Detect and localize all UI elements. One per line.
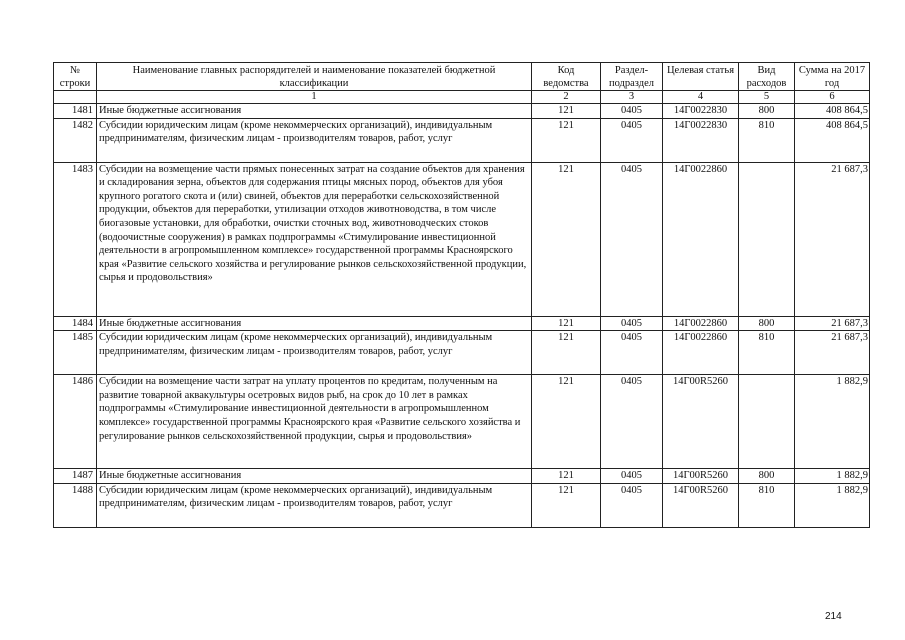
row-name: Иные бюджетные ассигнования (97, 316, 532, 331)
row-department-code: 121 (532, 162, 601, 316)
row-name: Субсидии юридическим лицам (кроме некоммерческих организаций), индивидуальным предпринимателям, физическим лицам - производителям товаров, работ, услуг (97, 118, 532, 162)
row-section: 0405 (601, 331, 663, 375)
row-name: Иные бюджетные ассигнования (97, 104, 532, 119)
table-row (54, 483, 870, 527)
row-expense-type: 810 (739, 331, 795, 375)
row-number: 1486 (54, 375, 97, 469)
column-number-row (54, 91, 870, 104)
row-name: Субсидии юридическим лицам (кроме некоммерческих организаций), индивидуальным предпринимателям, физическим лицам - производителям товаров, работ, услуг (97, 331, 532, 375)
page-number: 214 (825, 611, 842, 622)
row-target-article: 14Г00R5260 (663, 483, 739, 527)
row-number: 1483 (54, 162, 97, 316)
row-number: 1482 (54, 118, 97, 162)
row-target-article: 14Г0022860 (663, 316, 739, 331)
table-row (54, 375, 870, 469)
row-name: Иные бюджетные ассигнования (97, 469, 532, 484)
row-target-article: 14Г0022830 (663, 118, 739, 162)
row-amount: 1 882,9 (795, 483, 870, 527)
table-row (54, 469, 870, 484)
column-number: 6 (795, 91, 870, 104)
column-number: 5 (739, 91, 795, 104)
row-section: 0405 (601, 104, 663, 119)
table-row (54, 104, 870, 119)
row-expense-type (739, 375, 795, 469)
row-number: 1484 (54, 316, 97, 331)
row-amount: 21 687,3 (795, 316, 870, 331)
header-row (54, 63, 870, 91)
row-number: 1481 (54, 104, 97, 119)
row-amount: 21 687,3 (795, 331, 870, 375)
row-name: Субсидии юридическим лицам (кроме некоммерческих организаций), индивидуальным предпринимателям, физическим лицам - производителям товаров, работ, услуг (97, 483, 532, 527)
column-number: 1 (97, 91, 532, 104)
row-section: 0405 (601, 316, 663, 331)
table-row (54, 316, 870, 331)
column-number: 3 (601, 91, 663, 104)
row-department-code: 121 (532, 104, 601, 119)
header-row-number: № строки (54, 63, 97, 91)
row-department-code: 121 (532, 469, 601, 484)
row-department-code: 121 (532, 118, 601, 162)
row-section: 0405 (601, 118, 663, 162)
row-expense-type: 810 (739, 483, 795, 527)
row-section: 0405 (601, 469, 663, 484)
header-section: Раздел-подраздел (601, 63, 663, 91)
row-section: 0405 (601, 375, 663, 469)
row-number: 1487 (54, 469, 97, 484)
column-number (54, 91, 97, 104)
header-amount: Сумма на 2017 год (795, 63, 870, 91)
header-expense-type: Вид расходов (739, 63, 795, 91)
header-name: Наименование главных распорядителей и наименование показателей бюджетной классификации (97, 63, 532, 91)
row-name: Субсидии на возмещение части прямых понесенных затрат на создание объектов для хранения и складирования зерна, объектов для содержания птицы мясных пород, объектов для убоя крупного рогатого скота и (или) свиней, объектов для переработки сельскохозяйственной продукции, объектов для переработки, утилизации отходов животноводства, в том числе биогазовые установки, для обработки, очистки сточных вод, животноводческих стоков (водоочистные сооружения) в рамках подпрограммы «Стимулирование инвестиционной деятельности в агропромышленном комплексе» государственной программы Красноярского края «Развитие сельского хозяйства и регулирование рынков сельскохозяйственной продукции, сырья и продовольствия» (97, 162, 532, 316)
row-amount: 1 882,9 (795, 375, 870, 469)
budget-table (53, 62, 870, 528)
row-number: 1488 (54, 483, 97, 527)
row-expense-type: 800 (739, 469, 795, 484)
table-row (54, 162, 870, 316)
row-department-code: 121 (532, 483, 601, 527)
row-number: 1485 (54, 331, 97, 375)
row-target-article: 14Г0022830 (663, 104, 739, 119)
row-section: 0405 (601, 483, 663, 527)
row-target-article: 14Г0022860 (663, 331, 739, 375)
row-target-article: 14Г00R5260 (663, 375, 739, 469)
row-expense-type (739, 162, 795, 316)
row-department-code: 121 (532, 316, 601, 331)
row-department-code: 121 (532, 375, 601, 469)
row-target-article: 14Г00R5260 (663, 469, 739, 484)
row-amount: 1 882,9 (795, 469, 870, 484)
row-amount: 408 864,5 (795, 104, 870, 119)
row-amount: 21 687,3 (795, 162, 870, 316)
table-row (54, 331, 870, 375)
column-number: 4 (663, 91, 739, 104)
row-target-article: 14Г0022860 (663, 162, 739, 316)
row-expense-type: 800 (739, 104, 795, 119)
row-department-code: 121 (532, 331, 601, 375)
row-section: 0405 (601, 162, 663, 316)
table-row (54, 118, 870, 162)
row-expense-type: 810 (739, 118, 795, 162)
column-number: 2 (532, 91, 601, 104)
row-amount: 408 864,5 (795, 118, 870, 162)
row-expense-type: 800 (739, 316, 795, 331)
row-name: Субсидии на возмещение части затрат на уплату процентов по кредитам, полученным на развитие товарной аквакультуры осетровых видов рыб, на срок до 10 лет в рамках подпрограммы «Стимулирование инвестиционной деятельности в агропромышленном комплексе» государственной программы Красноярского края «Развитие сельского хозяйства и регулирование рынков сельскохозяйственной продукции, сырья и продовольствия» (97, 375, 532, 469)
header-department-code: Код ведомства (532, 63, 601, 91)
header-target-article: Целевая статья (663, 63, 739, 91)
